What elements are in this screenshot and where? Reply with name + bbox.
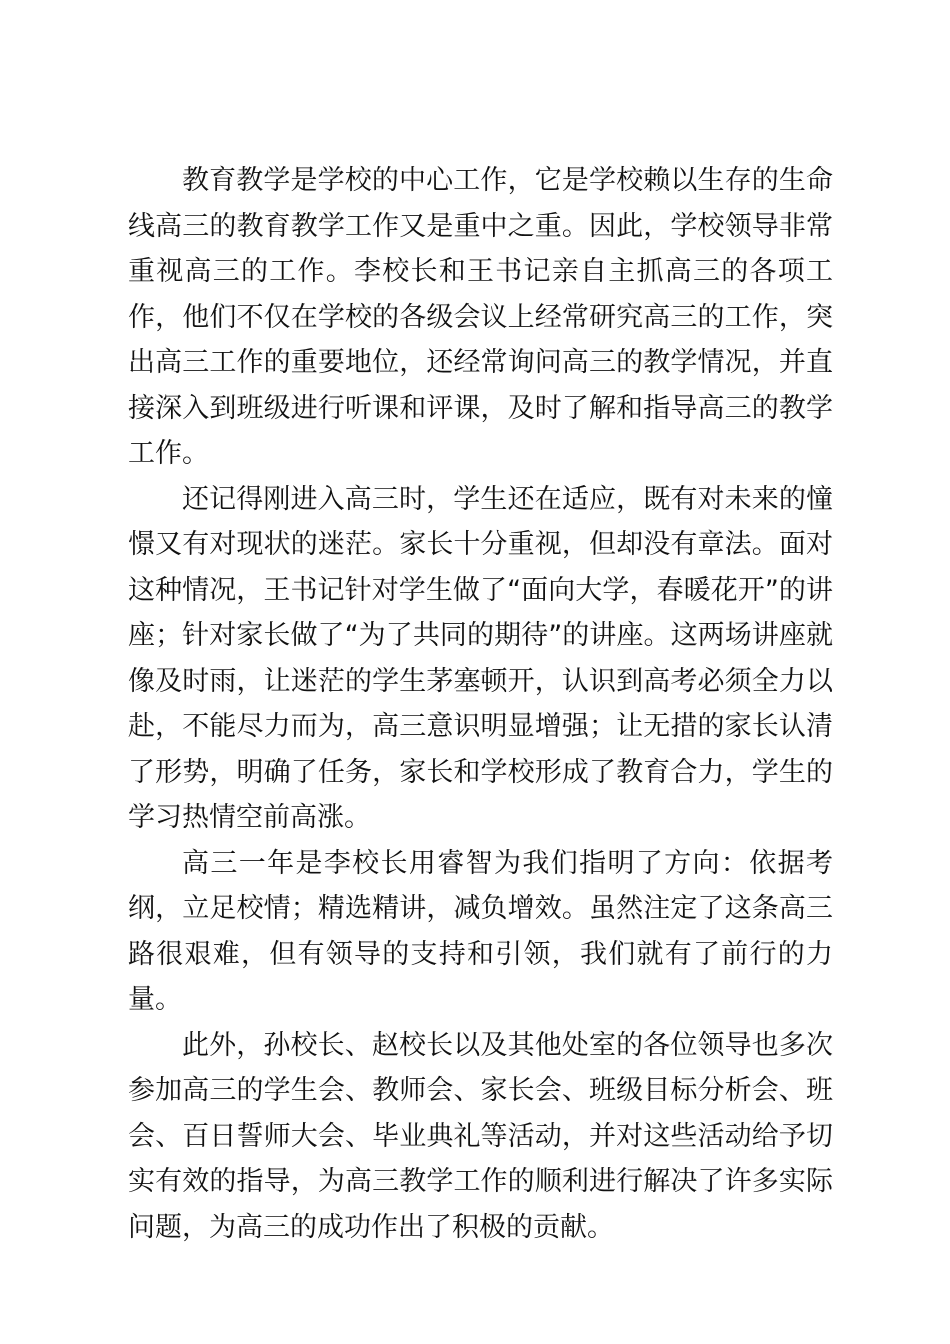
paragraph-1: 教育教学是学校的中心工作，它是学校赖以生存的生命线高三的教育教学工作又是重中之重。因此，学校领导非常重视高三的工作。李校长和王书记亲自主抓高三的各项工作，他们不仅在学校的各级会议上经常研究高三的工作，突出高三工作的重要地位，还经常询问高三的教学情况，并直接深入到班级进行听课和评课，及时了解和指导高三的教学工作。 <box>128 165 833 469</box>
document-body <box>128 158 833 1250</box>
paragraph-3: 高三一年是李校长用睿智为我们指明了方向：依据考纲，立足校情；精选精讲，减负增效。虽然注定了这条高三路很艰难，但有领导的支持和引领，我们就有了前行的力量。 <box>128 847 833 1015</box>
paragraph-4: 此外，孙校长、赵校长以及其他处室的各位领导也多次参加高三的学生会、教师会、家长会、班级目标分析会、班会、百日誓师大会、毕业典礼等活动，并对这些活动给予切实有效的指导，为高三教学工作的顺利进行解决了许多实际问题，为高三的成功作出了积极的贡献。 <box>128 1029 833 1243</box>
paragraph-2: 还记得刚进入高三时，学生还在适应，既有对未来的憧憬又有对现状的迷茫。家长十分重视，但却没有章法。面对这种情况，王书记针对学生做了“面向大学，春暖花开”的讲座；针对家长做了“为了共同的期待”的讲座。这两场讲座就像及时雨，让迷茫的学生茅塞顿开，认识到高考必须全力以赴，不能尽力而为，高三意识明显增强；让无措的家长认清了形势，明确了任务，家长和学校形成了教育合力，学生的学习热情空前高涨。 <box>128 483 833 833</box>
